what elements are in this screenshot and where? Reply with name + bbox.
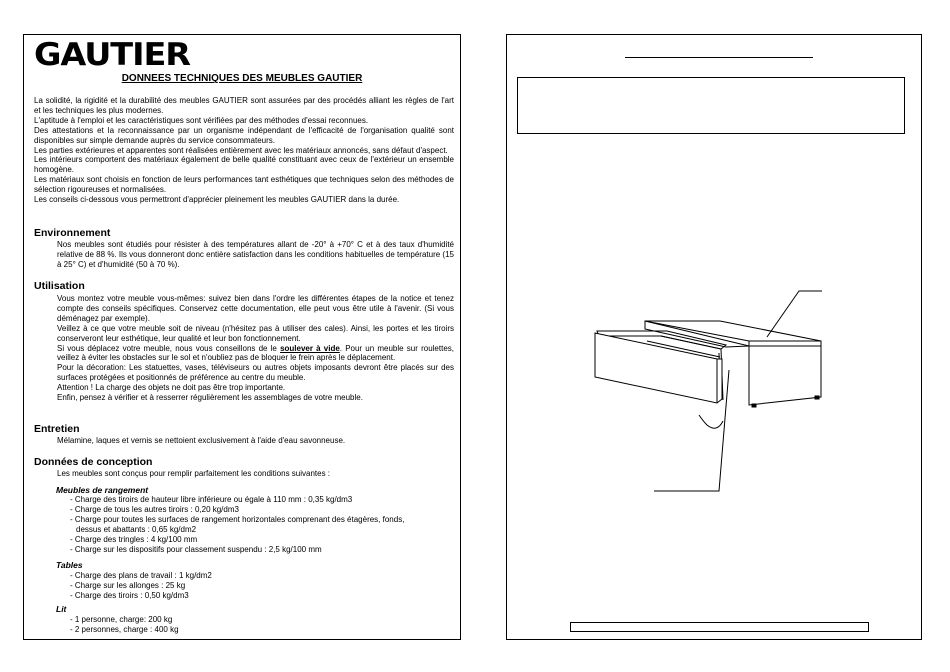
rangement-heading: Meubles de rangement	[56, 485, 149, 495]
conception-intro-text: Les meubles sont conçus pour remplir parfaitement les conditions suivantes :	[57, 469, 331, 478]
lit-heading: Lit	[56, 604, 67, 614]
tables-list	[70, 571, 452, 601]
lift-empty-emphasis: soulever à vide	[280, 343, 340, 353]
cabinet-side	[749, 346, 821, 405]
intro-paragraph: Des attestations et la reconnaissance par un organisme indépendant de l'efficacité de l'organisation qualité sont disponibles sur simple demande auprès du service consommateurs.	[34, 125, 454, 145]
utilisation-text	[57, 294, 454, 403]
utilisation-paragraph: Enfin, pensez à vérifier et à resserrer régulièrement les assemblages de votre meuble.	[57, 393, 363, 403]
product-description-box	[517, 77, 905, 134]
callout-top	[767, 291, 822, 337]
cabinet-foot	[752, 404, 756, 407]
intro-paragraph: L'aptitude à l'emploi et les caractéristiques sont vérifiées par des méthodes d'essai reconnues.	[34, 115, 369, 125]
rangement-list	[70, 495, 452, 554]
list-item: - 1 personne, charge: 200 kg	[70, 615, 173, 624]
conception-heading: Données de conception	[34, 456, 153, 468]
cabinet-foot	[815, 396, 819, 399]
utilisation-heading: Utilisation	[34, 280, 85, 292]
footer-box	[570, 622, 869, 632]
utilisation-paragraph	[57, 344, 454, 364]
entretien-text	[57, 436, 454, 446]
list-item: - Charge des tringles : 4 kg/100 mm	[70, 534, 198, 544]
utilisation-paragraph: Attention ! La charge des objets ne doit pas être trop importante.	[57, 383, 286, 393]
utilisation-paragraph: Vous montez votre meuble vous-mêmes: suivez bien dans l'ordre les différentes étapes de la notice et tenez compte des conseils spécifiques. Conservez cette documentation, elle peut vous être utile à l'avenir. (Si vous déménagez par exemple).	[57, 294, 454, 323]
list-item: - 2 personnes, charge : 400 kg	[70, 624, 179, 634]
list-item: dessus et abattants : 0,65 kg/dm2	[76, 524, 197, 534]
intro-paragraph: La solidité, la rigidité et la durabilité des meubles GAUTIER sont assurées par des procédés alliant les règles de l'art et les techniques les plus modernes.	[34, 96, 454, 115]
environnement-heading: Environnement	[34, 227, 111, 239]
entretien-heading: Entretien	[34, 423, 80, 435]
list-item: - Charge de tous les autres tiroirs : 0,20 kg/dm3	[70, 504, 239, 514]
drawer-handle	[699, 415, 723, 428]
intro-paragraph: Les intérieurs comportent des matériaux également de belle qualité constituant avec ceux de l'extérieur un ensemble homogène.	[34, 155, 454, 175]
page-title: DONNEES TECHNIQUES DES MEUBLES GAUTIER	[121, 73, 363, 84]
move-advice-text: Si vous déplacez votre meuble, nous vous conseillons de le	[57, 343, 281, 353]
move-advice-text-end: . Pour un meuble sur roulettes, veillez à éviter les obstacles sur le sol et n'oubliez pas de bloquer le frein après le déplacement.	[57, 343, 454, 363]
cabinet-top-edge	[749, 341, 821, 346]
intro-paragraph: Les parties extérieures et apparentes sont réalisées entièrement avec les matériaux annoncés, sans défaut d'aspect.	[34, 145, 448, 155]
list-item: - Charge sur les dispositifs pour classement suspendu : 2,5 kg/100 mm	[70, 544, 322, 554]
list-item: - Charge des tiroirs : 0,50 kg/dm3	[70, 590, 189, 600]
intro-text	[34, 96, 454, 205]
product-panel	[506, 34, 922, 640]
environnement-text	[57, 240, 454, 270]
entretien-paragraph: Mélamine, laques et vernis se nettoient exclusivement à l'aide d'eau savonneuse.	[57, 436, 346, 445]
utilisation-paragraph: Pour la décoration: Les statuettes, vases, téléviseurs ou autres objets imposants devront être placés sur des surfaces protégées et positionnés de préférence au centre du meuble.	[57, 363, 454, 383]
conception-intro	[57, 469, 454, 479]
gautier-logo: GAUTIER	[34, 37, 190, 73]
environnement-paragraph: Nos meubles sont étudiés pour résister à des températures allant de -20° à +70° C et à des taux d'humidité relative de 88 %. Ils vous donneront donc entière satisfaction dans les conditions habituelles de température (15 à 25° C) et d'humidité (50 à 70 %).	[57, 240, 454, 269]
intro-paragraph: Les matériaux sont choisis en fonction de leurs performances tant esthétiques que techniques selon des méthodes de sélection rigoureuses et normalisées.	[34, 175, 454, 195]
list-item: - Charge des plans de travail : 1 kg/dm2	[70, 571, 212, 580]
product-title-line	[625, 57, 813, 58]
tables-heading: Tables	[56, 560, 83, 570]
intro-paragraph: Les conseils ci-dessous vous permettront d'apprécier pleinement les meubles GAUTIER dans la durée.	[34, 195, 400, 205]
technical-data-panel	[23, 34, 461, 640]
lit-list	[70, 615, 452, 635]
drawer-unit-illustration	[577, 275, 877, 505]
list-item: - Charge des tiroirs de hauteur libre inférieure ou égale à 110 mm : 0,35 kg/dm3	[70, 495, 353, 504]
list-item: - Charge sur les allonges : 25 kg	[70, 580, 186, 590]
utilisation-paragraph: Veillez à ce que votre meuble soit de niveau (n'hésitez pas à utiliser des cales). Ainsi, les portes et les tiroirs conserveront leur esthétique, leur qualité et leur bon fonctionnement.	[57, 323, 454, 343]
list-item: - Charge pour toutes les surfaces de rangement horizontales comprenant des étagères, fonds,	[70, 514, 405, 524]
